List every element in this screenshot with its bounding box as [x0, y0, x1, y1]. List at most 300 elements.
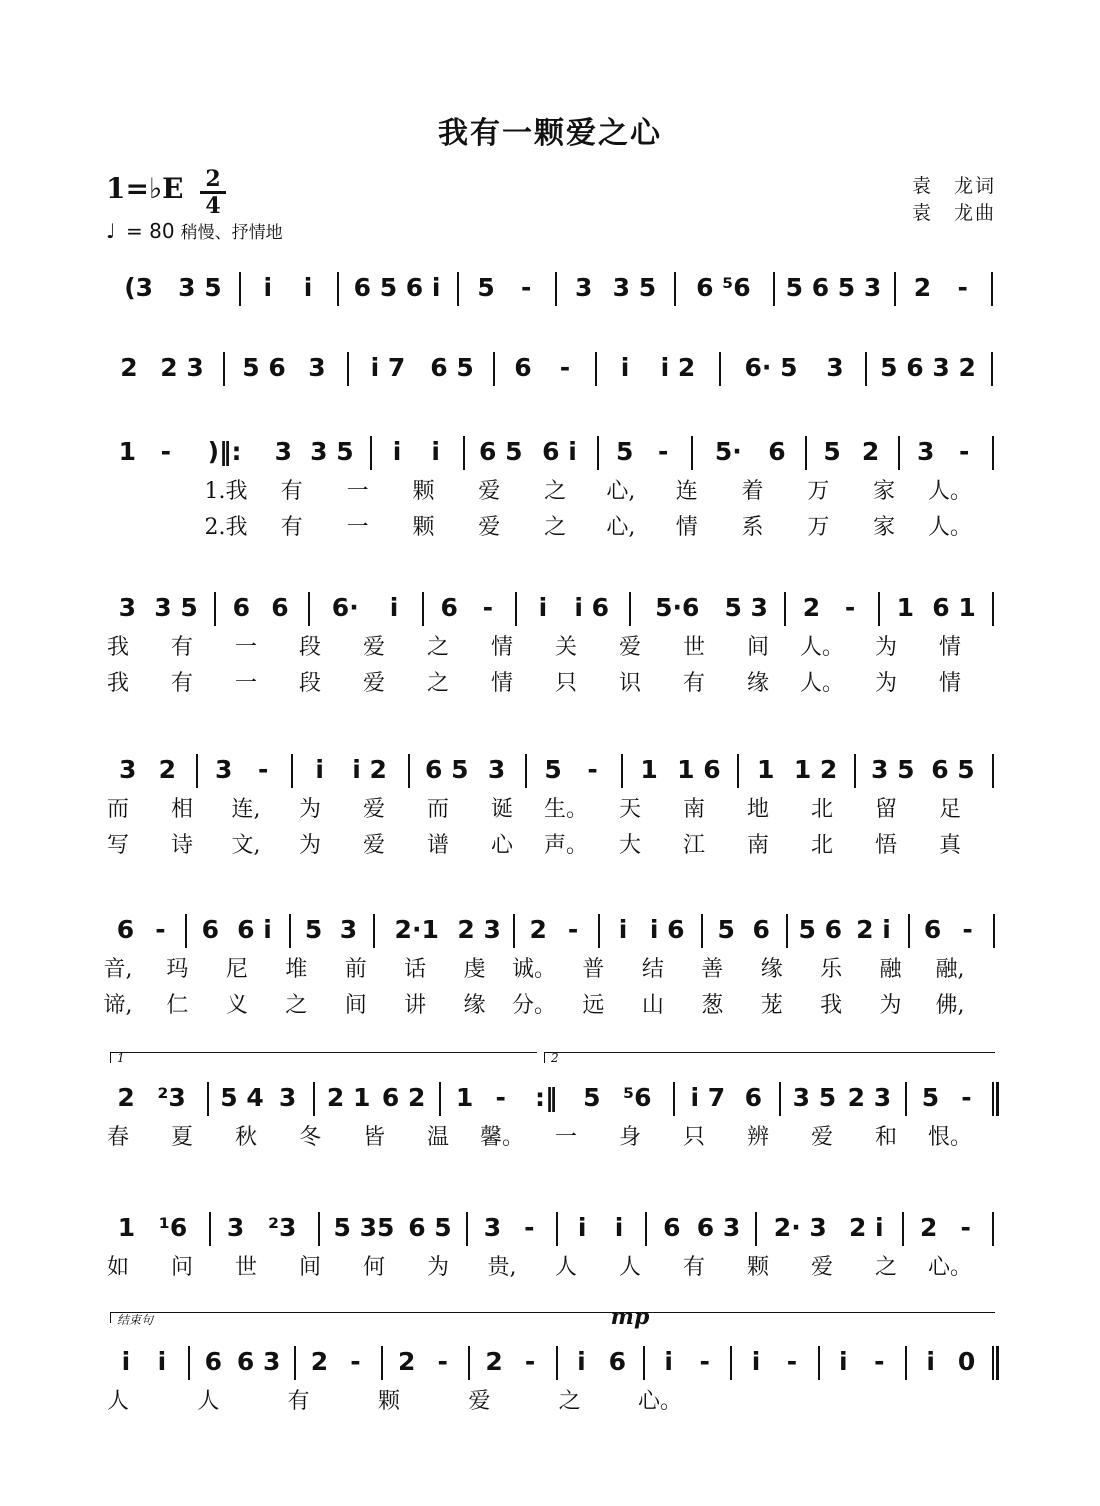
barline: [595, 352, 597, 386]
note-group: 5: [921, 1083, 940, 1112]
note-group: -: [844, 593, 856, 622]
lyric-syllable: 缘: [463, 993, 486, 1018]
lyric-syllable: 我: [820, 993, 843, 1018]
barline: [185, 914, 187, 948]
note-group: 3: [118, 593, 136, 622]
barline: [673, 1082, 675, 1116]
barline: [730, 1346, 732, 1380]
lyric-syllable: 爱: [618, 635, 642, 660]
note-group: -: [521, 273, 532, 302]
note-group: i: [121, 1347, 131, 1376]
key-signature: 1=♭E: [106, 172, 184, 205]
note-group: -: [567, 915, 579, 944]
barline: [555, 272, 557, 306]
note-group: 1 2: [793, 755, 838, 784]
lyric-line: [0, 952, 1100, 988]
lyric-syllable: 有: [682, 1255, 706, 1280]
lyric-syllable: 馨。: [479, 1125, 525, 1150]
note-group: i: [839, 1347, 848, 1376]
barline: [513, 914, 515, 948]
note-group: i: [303, 273, 313, 302]
note-group: 2: [485, 1347, 503, 1376]
lyric-syllable: 段: [298, 671, 322, 696]
barline: [645, 1212, 647, 1246]
notation-row: [0, 266, 1100, 310]
lyric-syllable: 缘: [760, 957, 783, 982]
lyric-syllable: 山: [641, 993, 664, 1018]
lyric-syllable: 连: [675, 479, 698, 504]
lyric-syllable: 远: [582, 993, 605, 1018]
note-group: 0: [957, 1347, 976, 1376]
barline: [439, 1082, 441, 1116]
note-group: i 2: [660, 353, 696, 382]
lyric-syllable: 何: [362, 1255, 386, 1280]
note-group: i: [577, 1213, 587, 1242]
lyric-syllable: 一: [346, 479, 369, 504]
lyric-line: [0, 510, 1100, 546]
barline: [779, 1082, 781, 1116]
lyric-syllable: 身: [618, 1125, 642, 1150]
lyric-syllable: 而: [426, 797, 450, 822]
note-group: 2 i: [848, 1213, 884, 1242]
lyric-syllable: 声。: [543, 833, 589, 858]
note-group: 6 5: [424, 755, 469, 784]
lyric-syllable: 世: [234, 1255, 258, 1280]
note-group: 3: [226, 1213, 245, 1242]
barline: [318, 1212, 320, 1246]
note-group: 2: [158, 755, 176, 784]
lyric-syllable: 善: [701, 957, 724, 982]
note-group: 6: [768, 437, 786, 466]
note-group: i: [431, 437, 440, 466]
note-group: i 7: [690, 1083, 726, 1112]
lyric-syllable: 爱: [478, 479, 501, 504]
notation-row: [0, 748, 1100, 792]
note-group: 3 5: [154, 593, 198, 622]
note-group: 3 5: [178, 273, 222, 302]
lyric-syllable: 融: [879, 957, 902, 982]
lyric-line: [0, 1250, 1100, 1286]
note-group: -: [587, 755, 598, 784]
lyric-syllable: 有: [170, 671, 194, 696]
note-group: -: [658, 437, 669, 466]
note-group: 5: [304, 915, 323, 944]
note-group: i: [389, 593, 399, 622]
lyric-syllable: 有: [280, 479, 303, 504]
lyric-syllable: 诚。: [511, 957, 557, 982]
lyric-syllable: 皆: [362, 1125, 386, 1150]
barline: [422, 592, 424, 626]
barline: [902, 1212, 904, 1246]
lyric-syllable: 人。: [799, 671, 845, 696]
notation-row: [0, 908, 1100, 952]
note-group: -: [874, 1347, 885, 1376]
barline: [381, 1346, 383, 1380]
lyric-syllable: 人。: [927, 479, 973, 504]
barline: [991, 352, 993, 386]
lyric-syllable: 情: [490, 671, 514, 696]
note-group: 5 6 5 3: [785, 273, 882, 302]
note-group: 3 5: [310, 437, 354, 466]
lyric-syllable: 之: [544, 515, 567, 540]
lyric-syllable: 爱: [478, 515, 501, 540]
volta-label: 1: [117, 1051, 125, 1065]
note-group: -: [350, 1347, 361, 1376]
barline: [223, 352, 225, 386]
lyric-syllable: 北: [810, 833, 834, 858]
barline: [214, 592, 216, 626]
note-group: 2: [913, 273, 932, 302]
barline: [308, 592, 310, 626]
note-group: 6 1: [932, 593, 976, 622]
barline: [784, 592, 786, 626]
lyric-syllable: 为: [426, 1255, 450, 1280]
lyric-syllable: 讲: [404, 993, 427, 1018]
note-group: i: [392, 437, 402, 466]
lyric-syllable: 爱: [810, 1255, 834, 1280]
lyric-syllable: 着: [741, 479, 764, 504]
note-group: ²3: [157, 1083, 186, 1112]
note-group: 2·1: [394, 915, 439, 944]
lyric-syllable: 缘: [746, 671, 770, 696]
lyric-syllable: 义: [225, 993, 248, 1018]
lyric-syllable: 为: [298, 833, 322, 858]
volta-bracket: [110, 1052, 537, 1063]
lyric-syllable: 颗: [377, 1389, 401, 1414]
lyric-syllable: 为: [874, 635, 898, 660]
note-group: 2: [117, 1083, 135, 1112]
lyric-syllable: 情: [490, 635, 514, 660]
lyric-syllable: 话: [404, 957, 427, 982]
lyric-syllable: 堆: [285, 957, 308, 982]
note-group: 3: [215, 755, 233, 784]
note-group: i: [263, 273, 273, 302]
barline: [597, 436, 599, 470]
note-group: i: [315, 755, 324, 784]
note-group: 1 6: [677, 755, 721, 784]
note-group: 3: [274, 437, 292, 466]
note-group: 5: [544, 755, 562, 784]
lyric-syllable: 秋: [234, 1125, 258, 1150]
barline: [991, 272, 993, 306]
note-group: -: [524, 1213, 535, 1242]
note-group: 1: [757, 755, 775, 784]
lyric-syllable: 茏: [760, 993, 783, 1018]
note-group: 6: [116, 915, 135, 944]
note-group: i 2: [352, 755, 387, 784]
notation-row: [0, 346, 1100, 390]
note-group: 6 i: [237, 915, 272, 944]
tempo-marking: [106, 218, 283, 243]
notation-row: [0, 1206, 1100, 1250]
lyric-syllable: 一: [234, 671, 258, 696]
volta-label: 2: [551, 1051, 559, 1065]
notation-row: [0, 586, 1100, 630]
lyric-syllable: 为: [298, 797, 322, 822]
barline: [209, 1212, 211, 1246]
lyric-syllable: 一: [234, 635, 258, 660]
lyric-syllable: 问: [170, 1255, 194, 1280]
lyric-syllable: 大: [618, 833, 642, 858]
note-group: 5: [583, 1083, 601, 1112]
lyric-syllable: 爱: [362, 833, 386, 858]
lyric-syllable: 普: [582, 957, 605, 982]
lyric-syllable: 颗: [746, 1255, 770, 1280]
lyric-syllable: 连,: [231, 797, 261, 822]
note-group: 6: [744, 1083, 763, 1112]
lyric-syllable: 心: [490, 833, 514, 858]
time-signature-bottom: 4: [205, 193, 221, 219]
lyric-syllable: 只: [554, 671, 578, 696]
lyric-syllable: 有: [280, 515, 303, 540]
lyric-syllable: 真: [938, 833, 962, 858]
lyric-syllable: 识: [618, 671, 642, 696]
note-group: 3: [483, 1213, 502, 1242]
quarter-note-icon: ♩: [106, 219, 116, 243]
notation-row: [0, 430, 1100, 474]
lyric-syllable: 而: [106, 797, 130, 822]
dynamic-marking: mp: [610, 1304, 650, 1330]
barline: [525, 754, 527, 788]
note-group: -: [437, 1347, 448, 1376]
lyric-syllable: 夏: [170, 1125, 194, 1150]
note-group: 3 5: [792, 1083, 837, 1112]
lyric-syllable: 颗: [412, 479, 435, 504]
lyric-syllable: 一: [554, 1125, 578, 1150]
barline: [408, 754, 410, 788]
lyric-syllable: 人: [197, 1389, 220, 1414]
note-group: 1: [117, 1213, 136, 1242]
lyric-syllable: 我: [106, 671, 130, 696]
note-group: 5 35: [333, 1213, 395, 1242]
barline: [370, 436, 372, 470]
barline: [818, 1346, 820, 1380]
lyric-syllable: 情: [938, 635, 962, 660]
note-group: 2 i: [856, 915, 891, 944]
note-group: ⁵6: [623, 1083, 652, 1112]
barline: [786, 914, 788, 948]
lyric-syllable: 只: [682, 1125, 706, 1150]
note-group: -: [482, 593, 493, 622]
note-group: -: [962, 915, 973, 944]
lyric-syllable: 之: [285, 993, 308, 1018]
note-group: ¹6: [158, 1213, 188, 1242]
barline: [691, 436, 693, 470]
note-group: 2: [802, 593, 821, 622]
lyric-syllable: 谛,: [103, 993, 133, 1018]
barline: [239, 272, 241, 306]
note-group: -: [160, 437, 172, 466]
note-group: 6: [204, 1347, 222, 1376]
note-group: 3: [119, 755, 137, 784]
lyric-syllable: 悟: [874, 833, 898, 858]
note-group: 2· 3: [773, 1213, 827, 1242]
notation-row: [0, 1340, 1100, 1384]
lyric-syllable: 心,: [606, 515, 636, 540]
barline: [992, 1212, 994, 1246]
lyric-syllable: 留: [874, 797, 898, 822]
lyric-syllable: 分。: [511, 993, 557, 1018]
note-group: 6: [440, 593, 458, 622]
barline: [805, 436, 807, 470]
note-group: 5·6: [655, 593, 700, 622]
barline: [556, 1212, 558, 1246]
notation-row: [0, 1076, 1100, 1120]
note-group: 6: [271, 593, 289, 622]
lyric-syllable: 心。: [927, 1255, 973, 1280]
barline: [291, 754, 293, 788]
lyric-syllable: 葱: [701, 993, 724, 1018]
barline: [993, 914, 995, 948]
lyric-syllable: 之: [544, 479, 567, 504]
barline: [992, 754, 994, 788]
lyric-syllable: 2.我: [204, 515, 248, 540]
barline: [493, 352, 495, 386]
note-group: i 6: [649, 915, 685, 944]
note-group: 6 5: [408, 1213, 452, 1242]
barline: [289, 914, 291, 948]
lyric-syllable: 人: [618, 1255, 642, 1280]
note-group: 6·: [331, 593, 359, 622]
note-group: 5 3: [724, 593, 768, 622]
note-group: 6 ⁵6: [696, 273, 751, 302]
barline: [908, 914, 910, 948]
note-group: 3: [487, 755, 506, 784]
note-group: -: [524, 1347, 536, 1376]
lyric-syllable: 足: [938, 797, 962, 822]
note-group: i: [577, 1347, 586, 1376]
lyric-syllable: 地: [746, 797, 770, 822]
lyric-syllable: 爱: [362, 671, 386, 696]
barline: [466, 1212, 468, 1246]
lyric-syllable: 人: [106, 1389, 130, 1414]
note-group: 6 5: [931, 755, 975, 784]
barline: [468, 1346, 470, 1380]
note-group: 6: [752, 915, 770, 944]
lyric-syllable: 南: [682, 797, 706, 822]
note-group: i: [618, 915, 628, 944]
lyric-syllable: 相: [170, 797, 194, 822]
lyric-syllable: 人。: [799, 635, 845, 660]
note-group: :‖: [535, 1083, 558, 1112]
lyric-line: [0, 666, 1100, 702]
lyric-syllable: 间: [344, 993, 367, 1018]
note-group: -: [786, 1347, 798, 1376]
barline: [457, 272, 459, 306]
note-group: 2: [120, 353, 138, 382]
lyric-syllable: 心,: [606, 479, 636, 504]
lyric-syllable: 尼: [225, 957, 248, 982]
note-group: i 7: [370, 353, 406, 382]
note-group: -: [495, 1083, 506, 1112]
barline: [294, 1346, 296, 1380]
lyric-syllable: 情: [675, 515, 698, 540]
note-group: 5 6: [798, 915, 843, 944]
lyric-syllable: 之: [426, 635, 450, 660]
note-group: 6 3: [696, 1213, 741, 1242]
note-group: i: [538, 593, 548, 622]
composer-credit: 袁 龙曲: [911, 202, 996, 224]
barline: [898, 436, 900, 470]
lyric-syllable: 情: [938, 671, 962, 696]
lyric-syllable: 结: [641, 957, 664, 982]
lyric-syllable: 文,: [231, 833, 261, 858]
barline: [878, 592, 880, 626]
lyric-syllable: 如: [106, 1255, 130, 1280]
barline: [854, 754, 856, 788]
barline: [992, 436, 994, 470]
note-group: )‖:: [207, 437, 242, 466]
barline: [629, 592, 631, 626]
note-group: 5: [477, 273, 495, 302]
lyric-syllable: 写: [106, 833, 130, 858]
lyric-line: [0, 1384, 1100, 1420]
barline: [515, 592, 517, 626]
lyric-line: [0, 828, 1100, 864]
lyric-syllable: 为: [879, 993, 902, 1018]
note-group: 2 3: [160, 353, 204, 382]
lyric-syllable: 爱: [362, 635, 386, 660]
note-group: (3: [124, 273, 154, 302]
lyric-syllable: 仁: [166, 993, 189, 1018]
lyric-syllable: 玛: [166, 957, 189, 982]
credits: [912, 173, 996, 227]
lyric-syllable: 段: [298, 635, 322, 660]
lyric-syllable: 贵,: [487, 1255, 517, 1280]
lyric-syllable: 家: [873, 479, 896, 504]
lyric-line: [0, 792, 1100, 828]
lyric-syllable: 北: [810, 797, 834, 822]
barline: [674, 272, 676, 306]
barline: [373, 914, 375, 948]
note-group: 2: [529, 915, 547, 944]
lyric-syllable: 音,: [103, 957, 133, 982]
barline: [347, 352, 349, 386]
note-group: 6: [232, 593, 251, 622]
lyric-syllable: 爱: [810, 1125, 834, 1150]
barline: [894, 272, 896, 306]
note-group: 5: [823, 437, 841, 466]
note-group: -: [961, 1083, 972, 1112]
note-group: 1: [455, 1083, 474, 1112]
note-group: 3: [916, 437, 935, 466]
note-group: 3: [339, 915, 358, 944]
volta-label: 结束句: [117, 1313, 154, 1327]
lyric-syllable: 天: [618, 797, 642, 822]
note-group: 6 i: [542, 437, 577, 466]
note-group: i: [620, 353, 630, 382]
note-group: 5: [717, 915, 735, 944]
note-group: 6 5: [479, 437, 523, 466]
note-group: 3 5: [612, 273, 657, 302]
note-group: 2: [310, 1347, 329, 1376]
note-group: 3: [574, 273, 593, 302]
barline: [719, 352, 721, 386]
lyric-syllable: 春: [106, 1125, 130, 1150]
barline: [207, 1082, 209, 1116]
lyric-syllable: 颗: [412, 515, 435, 540]
lyric-syllable: 谱: [426, 833, 450, 858]
lyric-syllable: 系: [741, 515, 764, 540]
barline: [598, 914, 600, 948]
note-group: 6 5: [430, 353, 474, 382]
time-signature: [200, 168, 226, 217]
lyric-line: [0, 1120, 1100, 1156]
note-group: -: [960, 1213, 971, 1242]
lyric-syllable: 人。: [927, 515, 973, 540]
lyricist-credit: 袁 龙词: [911, 175, 996, 197]
barline: [643, 1346, 645, 1380]
